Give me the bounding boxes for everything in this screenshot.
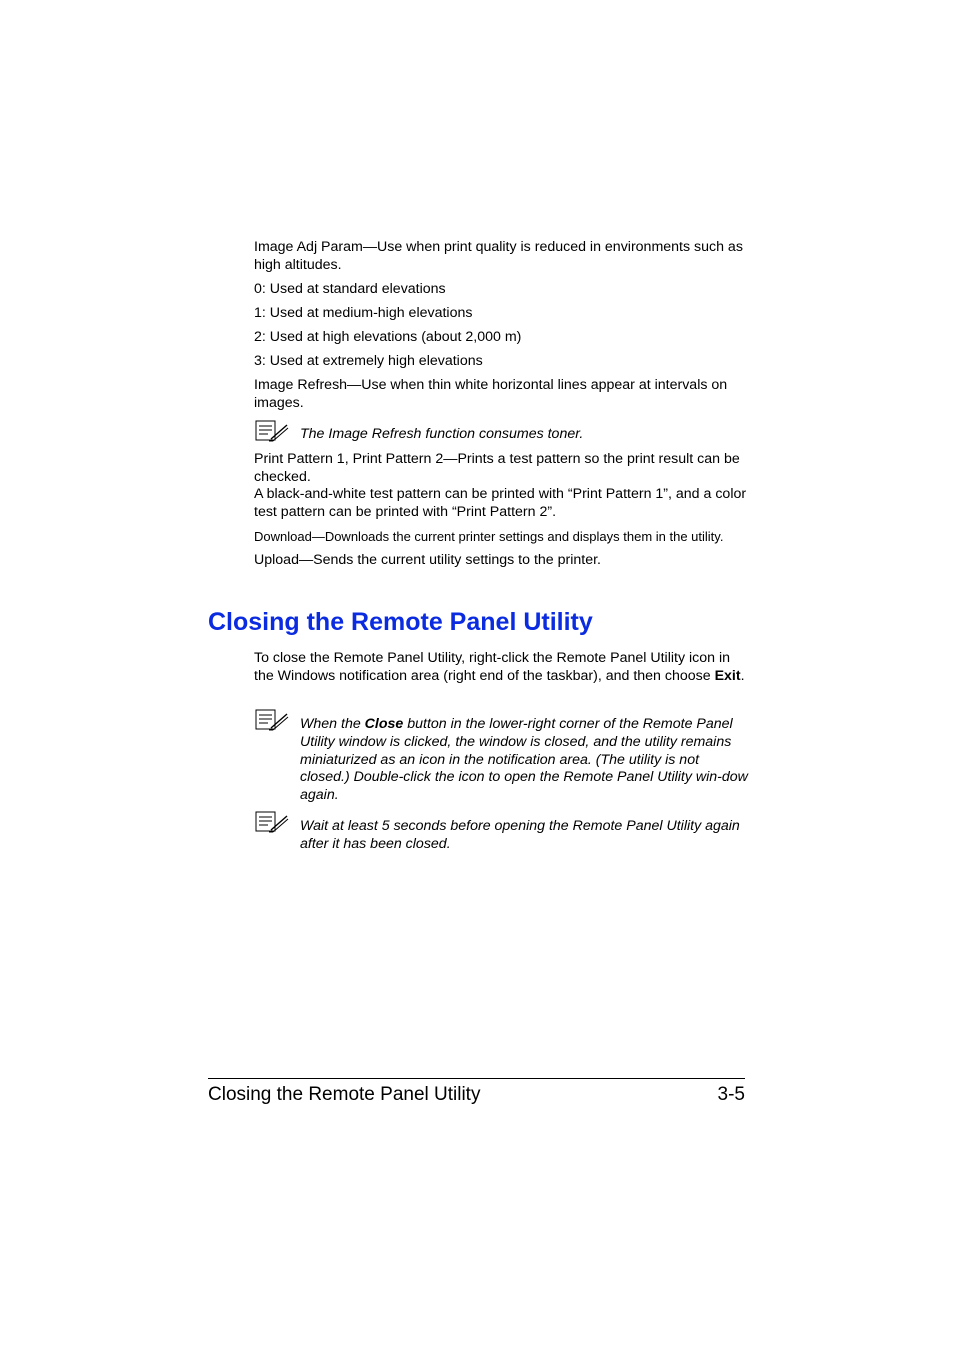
option-1-text: 1: Used at medium-high elevations [254,305,473,321]
footer-title: Closing the Remote Panel Utility [208,1084,481,1105]
footer-divider [208,1078,745,1079]
note-pencil-icon [255,420,289,442]
close-note-pre: When the [300,716,365,732]
print-pattern-text: Print Pattern 1, Print Pattern 2—Prints a test pattern so the print result can be checked. [254,451,740,485]
note-pencil-icon [255,709,289,731]
close-button-label: Close [364,716,404,732]
option-3-text: 3: Used at extremely high elevations [254,353,483,369]
close-note-post: button in the lower-right corner of the Remote Panel Utility window is clicked, the window is closed, and the utility remains miniaturized as an icon in the notification area. (The utility is not closed.) Double-click the icon to open the Remote Panel Utility win-dow again. [300,716,748,804]
section-heading: Closing the Remote Panel Utility [208,608,593,636]
wait-note: Wait at least 5 seconds before opening the Remote Panel Utility again after it has been closed. [300,818,740,852]
page-number: 3-5 [717,1084,745,1105]
image-refresh-text: Image Refresh—Use when thin white horizontal lines appear at intervals on images. [254,377,728,411]
close-note [300,716,748,805]
image-adj-param-text: Image Adj Param—Use when print quality is reduced in environments such as high altitudes. [254,239,743,273]
note-pencil-icon [255,811,289,833]
option-2-text: 2: Used at high elevations (about 2,000 m) [254,329,522,345]
test-pattern-text: A black-and-white test pattern can be printed with “Print Pattern 1”, and a color test pattern can be printed with “Print Pattern 2”. [254,486,747,520]
download-text: Download—Downloads the current printer settings and displays them in the utility. [254,529,724,544]
upload-text: Upload—Sends the current utility settings to the printer. [254,552,601,568]
refresh-note: The Image Refresh function consumes toner. [300,426,584,442]
exit-label: Exit [714,668,741,684]
section-intro [254,649,750,685]
intro-text: To close the Remote Panel Utility, right-click the Remote Panel Utility icon in the Windows notification area (right end of the taskbar), and then choose [254,650,730,684]
intro-end: . [740,668,745,684]
option-0-text: 0: Used at standard elevations [254,281,446,297]
